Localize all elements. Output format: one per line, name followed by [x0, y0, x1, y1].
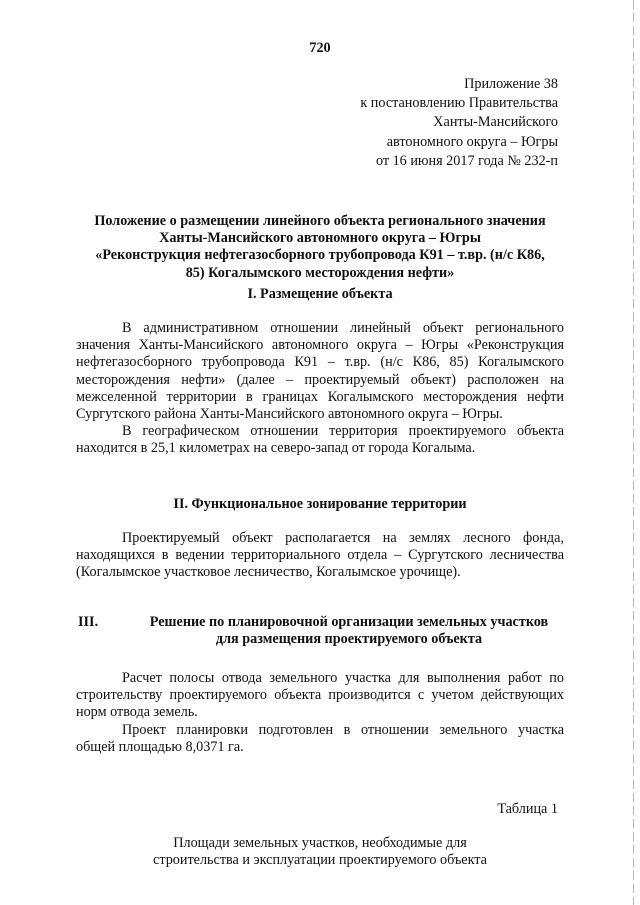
title-line: Ханты-Мансийского автономного округа – Югры	[159, 230, 481, 247]
appendix-line: автономного округа – Югры	[386, 133, 558, 150]
paragraph: Расчет полосы отвода земельного участка для выполнения работ по строительству проектируемого объекта производится с учетом действующих норм отвода земель.	[76, 670, 564, 721]
section1-body	[76, 320, 564, 458]
paragraph: В географическом отношении территория проектируемого объекта находится в 25,1 километрах на северо-запад от города Когалыма.	[76, 423, 564, 457]
document-title	[76, 213, 564, 282]
section3-body	[76, 670, 564, 756]
page-number: 720	[309, 40, 331, 56]
appendix-line: Ханты-Мансийского	[433, 114, 558, 131]
table-title-line: Площади земельных участков, необходимые для	[173, 835, 467, 851]
paragraph: Проект планировки подготовлен в отношении земельного участка общей площадью 8,0371 га.	[76, 721, 564, 755]
title-line: «Реконструкция нефтегазосборного трубопровода К91 – т.вр. (н/с К86,	[95, 247, 545, 264]
section2-heading: II. Функциональное зонирование территории	[173, 496, 467, 512]
section3-heading-line: Решение по планировочной организации земельных участков	[149, 614, 549, 630]
table-title-line: строительства и эксплуатации проектируемого объекта	[153, 852, 487, 869]
appendix-line: к постановлению Правительства	[360, 95, 558, 112]
appendix-line: от 16 июня 2017 года № 232-п	[375, 152, 558, 169]
title-line: Положение о размещении линейного объекта регионального значения	[94, 213, 546, 229]
section2-body	[76, 530, 564, 582]
paragraph: В административном отношении линейный объект регионального значения Ханты-Мансийского автономного округа – Югры «Реконструкция нефтегазосборного трубопровода К91 – т.вр. (н/с К86, 85) Когалымского месторождения нефти» (далее – проектируемый объект) расположен на межселенной территории в границах Когалымского месторождения нефти Сургутского района Ханты-Мансийского автономного округа – Югры.	[76, 320, 564, 423]
section3-heading	[76, 614, 564, 648]
scan-edge-artifact	[633, 0, 634, 905]
appendix-header	[360, 75, 558, 171]
table-title	[76, 835, 564, 869]
section3-number: III.	[78, 614, 99, 630]
appendix-line: Приложение 38	[464, 76, 558, 92]
paragraph: Проектируемый объект располагается на землях лесного фонда, находящихся в ведении территориального отдела – Сургутского лесничества (Когалымское участковое лесничество, Когалымское урочище).	[76, 530, 564, 581]
table-label: Таблица 1	[497, 801, 558, 817]
section3-heading-line: для размещения проектируемого объекта	[215, 631, 483, 648]
section1-heading: I. Размещение объекта	[247, 286, 393, 302]
title-line: 85) Когалымского месторождения нефти»	[185, 264, 455, 281]
